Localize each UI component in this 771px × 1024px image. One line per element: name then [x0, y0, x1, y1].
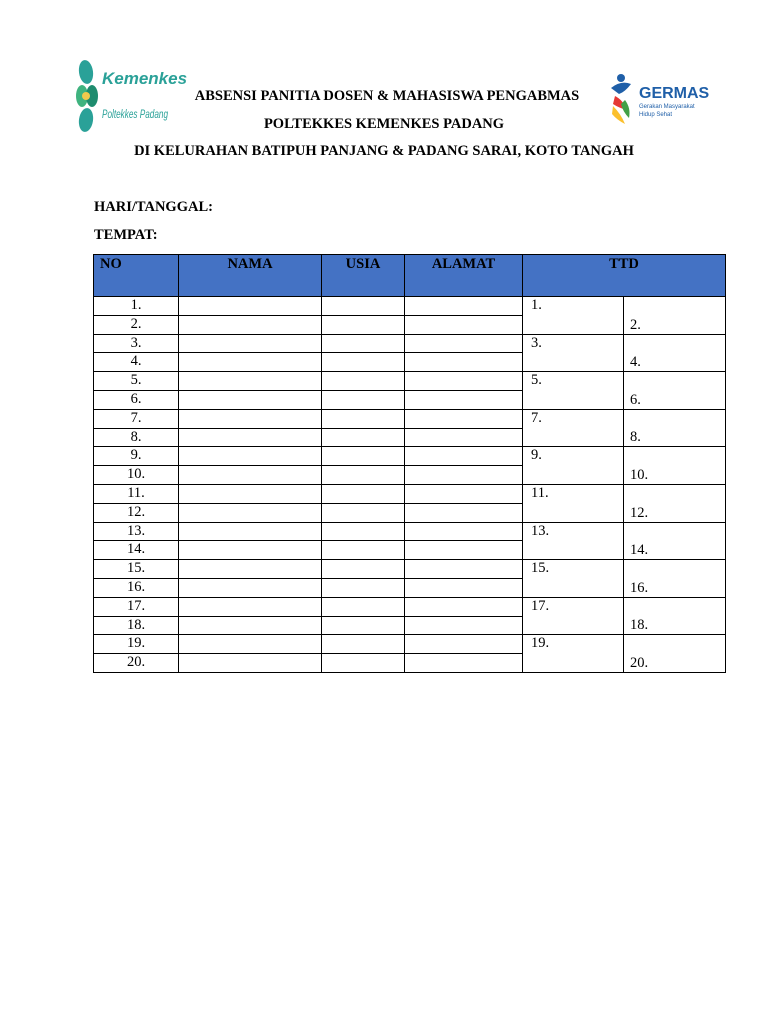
usia-cell[interactable] — [322, 372, 405, 391]
nama-cell[interactable] — [179, 315, 322, 334]
signature-cell-odd[interactable]: 15. — [523, 560, 624, 598]
usia-cell[interactable] — [322, 560, 405, 579]
signature-cell-odd[interactable]: 1. — [523, 297, 624, 335]
signature-cell-even[interactable]: 2. — [624, 297, 726, 335]
document-title: ABSENSI PANITIA DOSEN & MAHASISWA PENGABMAS — [194, 88, 580, 104]
alamat-cell[interactable] — [405, 522, 523, 541]
column-header-nama: NAMA — [179, 255, 322, 297]
signature-cell-odd[interactable]: 13. — [523, 522, 624, 560]
table-row — [94, 635, 726, 654]
alamat-cell[interactable] — [405, 503, 523, 522]
usia-cell[interactable] — [322, 635, 405, 654]
usia-cell[interactable] — [322, 522, 405, 541]
row-number: 8. — [94, 428, 179, 447]
usia-cell[interactable] — [322, 541, 405, 560]
signature-cell-even[interactable]: 10. — [624, 447, 726, 485]
row-number: 14. — [94, 541, 179, 560]
nama-cell[interactable] — [179, 447, 322, 466]
row-number: 11. — [94, 484, 179, 503]
alamat-cell[interactable] — [405, 428, 523, 447]
usia-cell[interactable] — [322, 466, 405, 485]
row-number: 6. — [94, 390, 179, 409]
row-number: 4. — [94, 353, 179, 372]
attendance-table — [93, 254, 726, 673]
row-number: 15. — [94, 560, 179, 579]
nama-cell[interactable] — [179, 560, 322, 579]
table-row — [94, 334, 726, 353]
alamat-cell[interactable] — [405, 541, 523, 560]
table-row — [94, 447, 726, 466]
signature-cell-even[interactable]: 4. — [624, 334, 726, 372]
alamat-cell[interactable] — [405, 484, 523, 503]
signature-cell-odd[interactable]: 7. — [523, 409, 624, 447]
nama-cell[interactable] — [179, 428, 322, 447]
alamat-cell[interactable] — [405, 390, 523, 409]
logo-left-line1: Kemenkes — [102, 69, 188, 88]
alamat-cell[interactable] — [405, 654, 523, 673]
table-row — [94, 597, 726, 616]
nama-cell[interactable] — [179, 297, 322, 316]
alamat-cell[interactable] — [405, 353, 523, 372]
table-row — [94, 297, 726, 316]
signature-cell-even[interactable]: 6. — [624, 372, 726, 410]
signature-cell-even[interactable]: 20. — [624, 635, 726, 673]
row-number: 20. — [94, 654, 179, 673]
alamat-cell[interactable] — [405, 447, 523, 466]
row-number: 2. — [94, 315, 179, 334]
alamat-cell[interactable] — [405, 597, 523, 616]
row-number: 1. — [94, 297, 179, 316]
signature-cell-even[interactable]: 16. — [624, 560, 726, 598]
nama-cell[interactable] — [179, 353, 322, 372]
usia-cell[interactable] — [322, 315, 405, 334]
usia-cell[interactable] — [322, 428, 405, 447]
logo-right-name: GERMAS — [639, 85, 710, 102]
alamat-cell[interactable] — [405, 409, 523, 428]
table-header-row — [94, 255, 726, 297]
usia-cell[interactable] — [322, 503, 405, 522]
column-header-alamat: ALAMAT — [405, 255, 523, 297]
date-label: HARI/TANGGAL: — [94, 199, 213, 215]
usia-cell[interactable] — [322, 654, 405, 673]
usia-cell[interactable] — [322, 390, 405, 409]
row-number: 18. — [94, 616, 179, 635]
signature-cell-odd[interactable]: 9. — [523, 447, 624, 485]
usia-cell[interactable] — [322, 297, 405, 316]
table-row — [94, 372, 726, 391]
nama-cell[interactable] — [179, 635, 322, 654]
row-number: 16. — [94, 578, 179, 597]
signature-cell-even[interactable]: 8. — [624, 409, 726, 447]
nama-cell[interactable] — [179, 503, 322, 522]
table-row — [94, 484, 726, 503]
alamat-cell[interactable] — [405, 578, 523, 597]
alamat-cell[interactable] — [405, 560, 523, 579]
logo-right-tagline1: Gerakan Masyarakat — [639, 104, 695, 110]
signature-cell-odd[interactable]: 11. — [523, 484, 624, 522]
document-subtitle-institution: POLTEKKES KEMENKES PADANG — [263, 116, 505, 132]
row-number: 13. — [94, 522, 179, 541]
alamat-cell[interactable] — [405, 297, 523, 316]
nama-cell[interactable] — [179, 390, 322, 409]
usia-cell[interactable] — [322, 447, 405, 466]
usia-cell[interactable] — [322, 578, 405, 597]
signature-cell-even[interactable]: 12. — [624, 484, 726, 522]
nama-cell[interactable] — [179, 654, 322, 673]
nama-cell[interactable] — [179, 597, 322, 616]
table-row — [94, 560, 726, 579]
usia-cell[interactable] — [322, 597, 405, 616]
logo-left-line2: Poltekkes Padang — [102, 109, 169, 121]
signature-cell-even[interactable]: 18. — [624, 597, 726, 635]
usia-cell[interactable] — [322, 409, 405, 428]
table-row — [94, 522, 726, 541]
nama-cell[interactable] — [179, 372, 322, 391]
nama-cell[interactable] — [179, 466, 322, 485]
row-number: 5. — [94, 372, 179, 391]
table-row — [94, 409, 726, 428]
alamat-cell[interactable] — [405, 372, 523, 391]
place-label: TEMPAT: — [94, 227, 158, 243]
alamat-cell[interactable] — [405, 334, 523, 353]
signature-cell-odd[interactable]: 19. — [523, 635, 624, 673]
nama-cell[interactable] — [179, 522, 322, 541]
nama-cell[interactable] — [179, 334, 322, 353]
signature-cell-odd[interactable]: 17. — [523, 597, 624, 635]
document-subtitle-location: DI KELURAHAN BATIPUH PANJANG & PADANG SARAI, KOTO TANGAH — [134, 143, 634, 159]
nama-cell[interactable] — [179, 484, 322, 503]
usia-cell[interactable] — [322, 334, 405, 353]
row-number: 17. — [94, 597, 179, 616]
row-number: 12. — [94, 503, 179, 522]
row-number: 10. — [94, 466, 179, 485]
column-header-no: NO — [94, 255, 179, 297]
column-header-usia: USIA — [322, 255, 405, 297]
signature-cell-odd[interactable]: 3. — [523, 334, 624, 372]
alamat-cell[interactable] — [405, 635, 523, 654]
alamat-cell[interactable] — [405, 466, 523, 485]
signature-cell-even[interactable]: 14. — [624, 522, 726, 560]
nama-cell[interactable] — [179, 409, 322, 428]
usia-cell[interactable] — [322, 616, 405, 635]
alamat-cell[interactable] — [405, 315, 523, 334]
row-number: 9. — [94, 447, 179, 466]
nama-cell[interactable] — [179, 541, 322, 560]
signature-cell-odd[interactable]: 5. — [523, 372, 624, 410]
nama-cell[interactable] — [179, 616, 322, 635]
row-number: 3. — [94, 334, 179, 353]
usia-cell[interactable] — [322, 484, 405, 503]
column-header-ttd: TTD — [523, 255, 726, 297]
row-number: 19. — [94, 635, 179, 654]
nama-cell[interactable] — [179, 578, 322, 597]
usia-cell[interactable] — [322, 353, 405, 372]
logo-right-tagline2: Hidup Sehat — [639, 112, 673, 118]
alamat-cell[interactable] — [405, 616, 523, 635]
row-number: 7. — [94, 409, 179, 428]
attendance-table-body — [94, 297, 726, 673]
